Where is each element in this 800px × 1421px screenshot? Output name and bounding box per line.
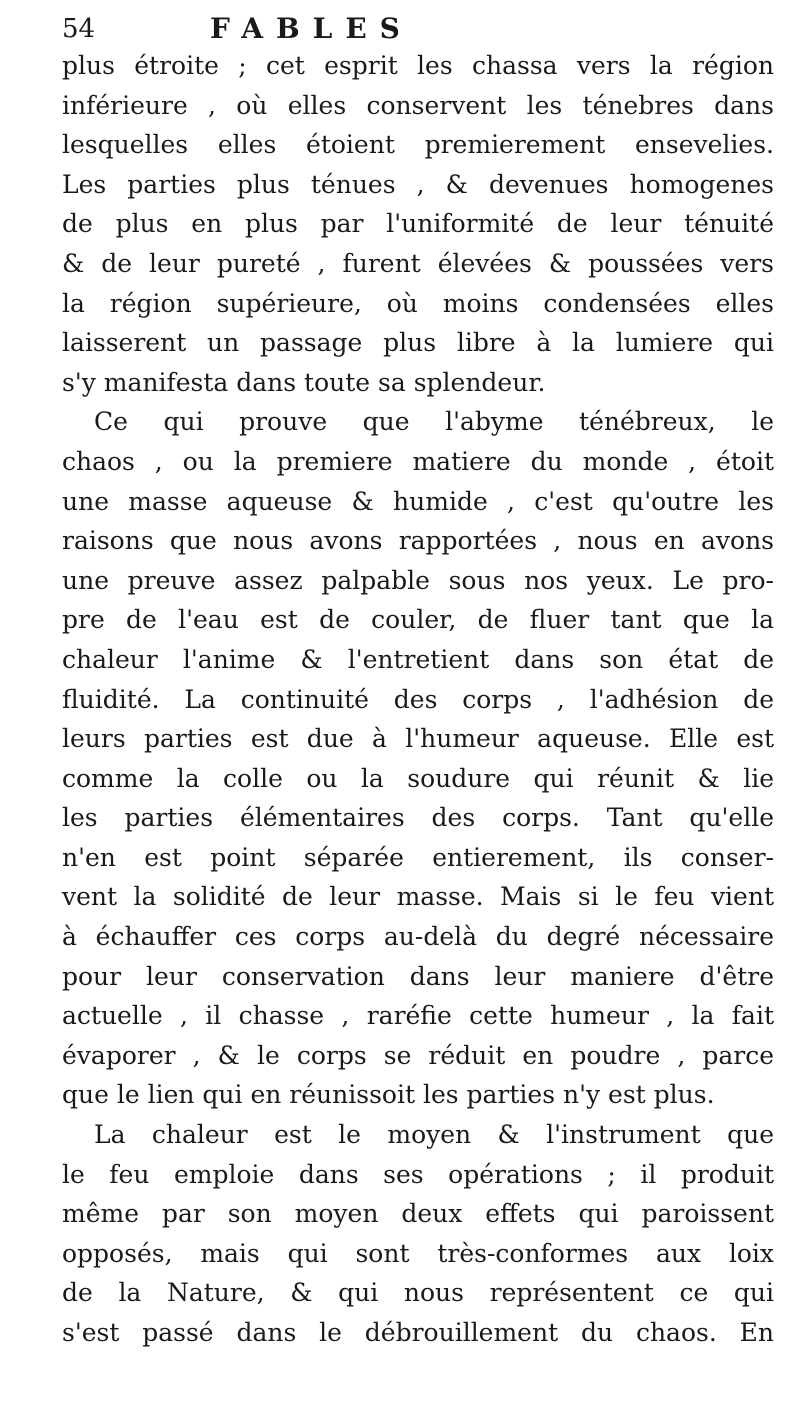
text-line: n'en est point séparée entierement, ils conser- <box>62 842 774 872</box>
text-line: actuelle , il chasse , raréfie cette humeur , la fait <box>62 1001 774 1031</box>
text-line: même par son moyen deux effets qui paroissent <box>62 1199 774 1229</box>
text-line: La chaleur est le moyen & l'instrument que <box>94 1120 774 1150</box>
running-head: FABLES <box>210 12 413 45</box>
text-line: la région supérieure, où moins condensées elles <box>62 288 774 318</box>
text-line: pour leur conservation dans leur maniere d'être <box>62 961 774 991</box>
text-line: s'y manifesta dans toute sa splendeur. <box>62 367 546 397</box>
page-number: 54 <box>62 14 96 44</box>
text-line: à échauffer ces corps au-delà du degré nécessaire <box>62 922 774 952</box>
text-line: le feu emploie dans ses opérations ; il produit <box>62 1159 774 1189</box>
text-line: laisserent un passage plus libre à la lumiere qui <box>62 328 774 358</box>
text-line: & de leur pureté , furent élevées & poussées vers <box>62 248 774 278</box>
text-line: les parties élémentaires des corps. Tant qu'elle <box>62 803 774 833</box>
text-line: évaporer , & le corps se réduit en poudre , parce <box>62 1040 774 1070</box>
text-line: de la Nature, & qui nous représentent ce qui <box>62 1278 774 1308</box>
text-line: s'est passé dans le débrouillement du chaos. En <box>62 1318 774 1347</box>
text-line: comme la colle ou la soudure qui réunit & lie <box>62 763 774 793</box>
text-line: leurs parties est due à l'humeur aqueuse. Elle est <box>62 724 774 754</box>
text-line: opposés, mais qui sont très-conformes aux loix <box>62 1238 774 1268</box>
text-line: fluidité. La continuité des corps , l'adhésion de <box>62 684 774 714</box>
text-line: vent la solidité de leur masse. Mais si le feu vient <box>62 882 774 912</box>
text-line: une preuve assez palpable sous nos yeux. Le pro- <box>62 565 774 595</box>
text-line: plus étroite ; cet esprit les chassa vers la région <box>62 51 774 80</box>
text-line: Ce qui prouve que l'abyme ténébreux, le <box>94 407 774 437</box>
text-line: lesquelles elles étoient premierement ensevelies. <box>62 130 774 160</box>
text-line: chaos , ou la premiere matiere du monde , étoit <box>62 446 774 476</box>
text-line: que le lien qui en réunissoit les parties n'y est plus. <box>62 1080 715 1110</box>
body-text <box>62 46 774 1353</box>
text-line: raisons que nous avons rapportées , nous en avons <box>62 526 774 556</box>
text-line: chaleur l'anime & l'entretient dans son état de <box>62 644 774 674</box>
text-line: pre de l'eau est de couler, de fluer tant que la <box>62 605 774 635</box>
text-line: Les parties plus ténues , & devenues homogenes <box>62 169 774 199</box>
text-line: une masse aqueuse & humide , c'est qu'outre les <box>62 486 774 516</box>
text-line: inférieure , où elles conservent les ténebres dans <box>62 90 774 120</box>
text-line: de plus en plus par l'uniformité de leur ténuité <box>62 209 774 239</box>
